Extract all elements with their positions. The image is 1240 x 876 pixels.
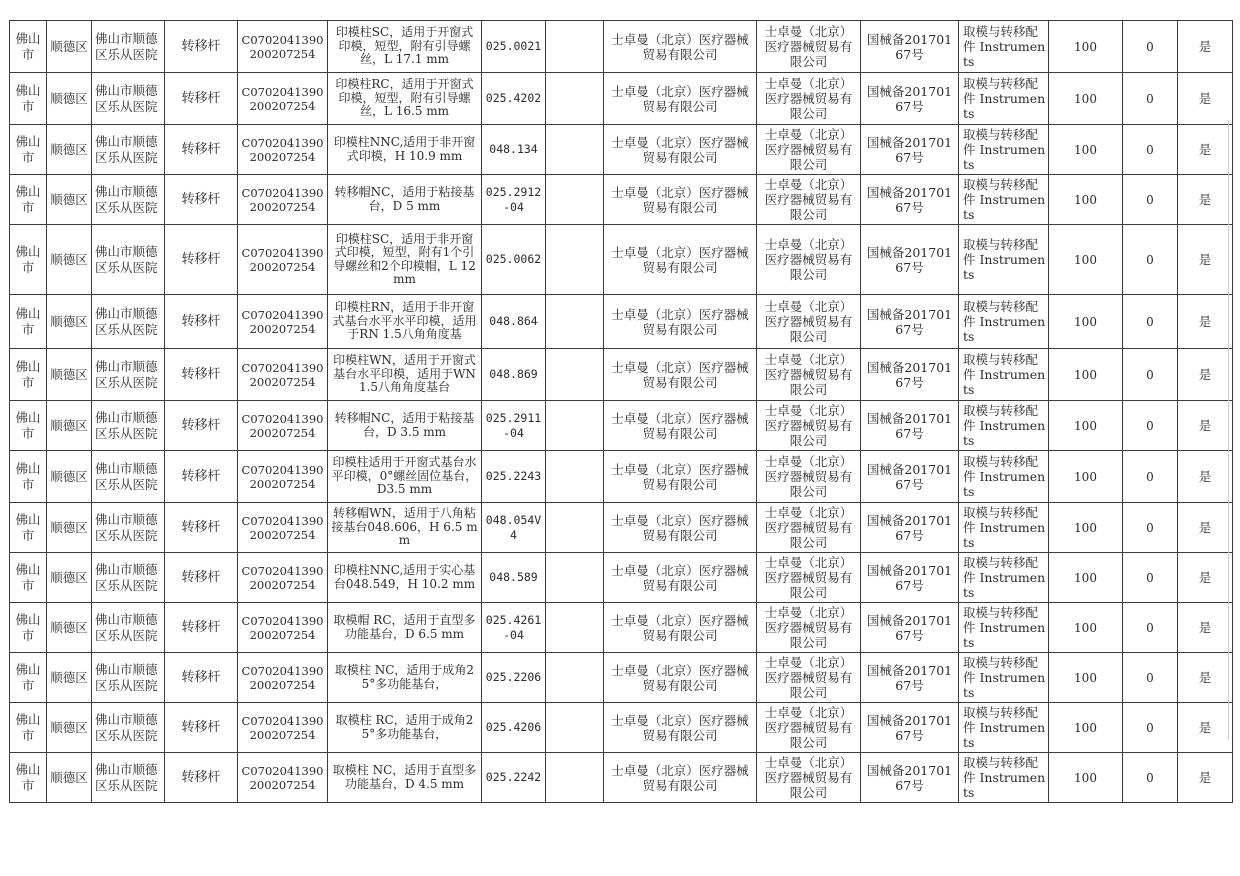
type-cell: 取模与转移配件 Instruments xyxy=(959,703,1049,753)
spec-cell xyxy=(546,703,604,753)
flag-cell: 是 xyxy=(1178,503,1233,553)
discount-cell: 0 xyxy=(1123,175,1178,225)
code-cell: C0702041390200207254 xyxy=(238,653,328,703)
spec-cell xyxy=(546,401,604,451)
code-cell: C0702041390200207254 xyxy=(238,753,328,803)
district-cell: 顺德区 xyxy=(47,503,92,553)
product-cell: 取模柱 RC，适用于成角25°多功能基台， xyxy=(328,703,482,753)
flag-cell: 是 xyxy=(1178,451,1233,503)
district-cell: 顺德区 xyxy=(47,125,92,175)
table-row xyxy=(10,503,1233,553)
code-cell: C0702041390200207254 xyxy=(238,603,328,653)
supplier-cell: 士卓曼（北京）医疗器械贸易有限公司 xyxy=(604,753,757,803)
code-cell: C0702041390200207254 xyxy=(238,175,328,225)
product-cell: 转移帽WN，适用于八角粘接基台048.606，H 6.5 mm xyxy=(328,503,482,553)
table-row xyxy=(10,73,1233,125)
category-cell: 转移杆 xyxy=(165,503,238,553)
flag-cell: 是 xyxy=(1178,73,1233,125)
product-cell: 印模柱RC，适用于开窗式印模，短型，附有引导螺丝，L 16.5 mm xyxy=(328,73,482,125)
code-cell: C0702041390200207254 xyxy=(238,503,328,553)
price-cell: 100 xyxy=(1049,503,1123,553)
price-cell: 100 xyxy=(1049,225,1123,295)
discount-cell: 0 xyxy=(1123,349,1178,401)
model-cell: 025.4202 xyxy=(482,73,546,125)
city-cell: 佛山市 xyxy=(10,503,47,553)
type-cell: 取模与转移配件 Instruments xyxy=(959,175,1049,225)
hospital-cell: 佛山市顺德区乐从医院 xyxy=(92,603,165,653)
category-cell: 转移杆 xyxy=(165,451,238,503)
registration-number-cell: 国械备20170167号 xyxy=(861,295,959,349)
price-cell: 100 xyxy=(1049,73,1123,125)
district-cell: 顺德区 xyxy=(47,401,92,451)
registration-number-cell: 国械备20170167号 xyxy=(861,349,959,401)
discount-cell: 0 xyxy=(1123,503,1178,553)
supplier-cell: 士卓曼（北京）医疗器械贸易有限公司 xyxy=(604,125,757,175)
code-cell: C0702041390200207254 xyxy=(238,553,328,603)
flag-cell: 是 xyxy=(1178,653,1233,703)
district-cell: 顺德区 xyxy=(47,73,92,125)
product-cell: 印模柱NNC,适用于实心基台048.549，H 10.2 mm xyxy=(328,553,482,603)
category-cell: 转移杆 xyxy=(165,73,238,125)
district-cell: 顺德区 xyxy=(47,21,92,73)
registration-number-cell: 国械备20170167号 xyxy=(861,753,959,803)
hospital-cell: 佛山市顺德区乐从医院 xyxy=(92,503,165,553)
registrant-cell: 士卓曼（北京）医疗器械贸易有限公司 xyxy=(757,73,861,125)
registration-number-cell: 国械备20170167号 xyxy=(861,175,959,225)
price-cell: 100 xyxy=(1049,125,1123,175)
district-cell: 顺德区 xyxy=(47,653,92,703)
product-cell: 取模帽 RC，适用于直型多功能基台，D 6.5 mm xyxy=(328,603,482,653)
flag-cell: 是 xyxy=(1178,349,1233,401)
supplier-cell: 士卓曼（北京）医疗器械贸易有限公司 xyxy=(604,175,757,225)
code-cell: C0702041390200207254 xyxy=(238,225,328,295)
hospital-cell: 佛山市顺德区乐从医院 xyxy=(92,653,165,703)
table-row xyxy=(10,703,1233,753)
product-cell: 印模柱NNC,适用于非开窗式印模，H 10.9 mm xyxy=(328,125,482,175)
city-cell: 佛山市 xyxy=(10,401,47,451)
registrant-cell: 士卓曼（北京）医疗器械贸易有限公司 xyxy=(757,653,861,703)
hospital-cell: 佛山市顺德区乐从医院 xyxy=(92,401,165,451)
price-cell: 100 xyxy=(1049,295,1123,349)
scan-edge-line xyxy=(1228,120,1229,740)
model-cell: 025.0021 xyxy=(482,21,546,73)
model-cell: 025.2911-04 xyxy=(482,401,546,451)
city-cell: 佛山市 xyxy=(10,175,47,225)
type-cell: 取模与转移配件 Instruments xyxy=(959,21,1049,73)
registration-number-cell: 国械备20170167号 xyxy=(861,21,959,73)
category-cell: 转移杆 xyxy=(165,401,238,451)
model-cell: 025.2912-04 xyxy=(482,175,546,225)
spec-cell xyxy=(546,295,604,349)
supplier-cell: 士卓曼（北京）医疗器械贸易有限公司 xyxy=(604,553,757,603)
table-body xyxy=(10,21,1233,803)
code-cell: C0702041390200207254 xyxy=(238,401,328,451)
price-cell: 100 xyxy=(1049,753,1123,803)
category-cell: 转移杆 xyxy=(165,603,238,653)
spec-cell xyxy=(546,349,604,401)
hospital-cell: 佛山市顺德区乐从医院 xyxy=(92,125,165,175)
table-row xyxy=(10,753,1233,803)
table-row xyxy=(10,225,1233,295)
discount-cell: 0 xyxy=(1123,125,1178,175)
hospital-cell: 佛山市顺德区乐从医院 xyxy=(92,21,165,73)
procurement-table xyxy=(9,20,1233,803)
city-cell: 佛山市 xyxy=(10,451,47,503)
registrant-cell: 士卓曼（北京）医疗器械贸易有限公司 xyxy=(757,703,861,753)
type-cell: 取模与转移配件 Instruments xyxy=(959,451,1049,503)
registration-number-cell: 国械备20170167号 xyxy=(861,553,959,603)
model-cell: 025.0062 xyxy=(482,225,546,295)
product-cell: 印模柱RN，适用于非开窗式基台水平水平印模，适用于RN 1.5八角角度基 xyxy=(328,295,482,349)
spec-cell xyxy=(546,175,604,225)
spec-cell xyxy=(546,553,604,603)
district-cell: 顺德区 xyxy=(47,295,92,349)
city-cell: 佛山市 xyxy=(10,553,47,603)
spec-cell xyxy=(546,125,604,175)
discount-cell: 0 xyxy=(1123,451,1178,503)
discount-cell: 0 xyxy=(1123,553,1178,603)
registrant-cell: 士卓曼（北京）医疗器械贸易有限公司 xyxy=(757,553,861,603)
model-cell: 025.2243 xyxy=(482,451,546,503)
type-cell: 取模与转移配件 Instruments xyxy=(959,225,1049,295)
flag-cell: 是 xyxy=(1178,603,1233,653)
model-cell: 025.4261-04 xyxy=(482,603,546,653)
category-cell: 转移杆 xyxy=(165,225,238,295)
flag-cell: 是 xyxy=(1178,21,1233,73)
registrant-cell: 士卓曼（北京）医疗器械贸易有限公司 xyxy=(757,451,861,503)
supplier-cell: 士卓曼（北京）医疗器械贸易有限公司 xyxy=(604,603,757,653)
table-row xyxy=(10,295,1233,349)
category-cell: 转移杆 xyxy=(165,703,238,753)
product-cell: 印模柱WN，适用于开窗式基台水平印模，适用于WN 1.5八角角度基台 xyxy=(328,349,482,401)
model-cell: 025.4206 xyxy=(482,703,546,753)
model-cell: 048.589 xyxy=(482,553,546,603)
registrant-cell: 士卓曼（北京）医疗器械贸易有限公司 xyxy=(757,175,861,225)
model-cell: 048.134 xyxy=(482,125,546,175)
type-cell: 取模与转移配件 Instruments xyxy=(959,553,1049,603)
registration-number-cell: 国械备20170167号 xyxy=(861,401,959,451)
registration-number-cell: 国械备20170167号 xyxy=(861,125,959,175)
model-cell: 025.2206 xyxy=(482,653,546,703)
discount-cell: 0 xyxy=(1123,295,1178,349)
flag-cell: 是 xyxy=(1178,295,1233,349)
product-cell: 印模柱SC，适用于开窗式印模，短型，附有引导螺丝，L 17.1 mm xyxy=(328,21,482,73)
city-cell: 佛山市 xyxy=(10,73,47,125)
registrant-cell: 士卓曼（北京）医疗器械贸易有限公司 xyxy=(757,21,861,73)
spec-cell xyxy=(546,21,604,73)
discount-cell: 0 xyxy=(1123,653,1178,703)
registration-number-cell: 国械备20170167号 xyxy=(861,451,959,503)
product-cell: 取模柱 NC，适用于直型多功能基台，D 4.5 mm xyxy=(328,753,482,803)
type-cell: 取模与转移配件 Instruments xyxy=(959,753,1049,803)
registrant-cell: 士卓曼（北京）医疗器械贸易有限公司 xyxy=(757,753,861,803)
supplier-cell: 士卓曼（北京）医疗器械贸易有限公司 xyxy=(604,21,757,73)
model-cell: 048.054V4 xyxy=(482,503,546,553)
type-cell: 取模与转移配件 Instruments xyxy=(959,603,1049,653)
supplier-cell: 士卓曼（北京）医疗器械贸易有限公司 xyxy=(604,225,757,295)
hospital-cell: 佛山市顺德区乐从医院 xyxy=(92,295,165,349)
city-cell: 佛山市 xyxy=(10,603,47,653)
discount-cell: 0 xyxy=(1123,401,1178,451)
spec-cell xyxy=(546,653,604,703)
model-cell: 048.864 xyxy=(482,295,546,349)
district-cell: 顺德区 xyxy=(47,349,92,401)
code-cell: C0702041390200207254 xyxy=(238,73,328,125)
flag-cell: 是 xyxy=(1178,401,1233,451)
table-row xyxy=(10,21,1233,73)
price-cell: 100 xyxy=(1049,703,1123,753)
flag-cell: 是 xyxy=(1178,703,1233,753)
price-cell: 100 xyxy=(1049,21,1123,73)
registrant-cell: 士卓曼（北京）医疗器械贸易有限公司 xyxy=(757,225,861,295)
product-cell: 印模柱SC，适用于非开窗式印模，短型，附有1个引导螺丝和2个印模帽，L 12mm xyxy=(328,225,482,295)
city-cell: 佛山市 xyxy=(10,295,47,349)
code-cell: C0702041390200207254 xyxy=(238,703,328,753)
hospital-cell: 佛山市顺德区乐从医院 xyxy=(92,451,165,503)
hospital-cell: 佛山市顺德区乐从医院 xyxy=(92,753,165,803)
type-cell: 取模与转移配件 Instruments xyxy=(959,503,1049,553)
district-cell: 顺德区 xyxy=(47,225,92,295)
registration-number-cell: 国械备20170167号 xyxy=(861,73,959,125)
hospital-cell: 佛山市顺德区乐从医院 xyxy=(92,73,165,125)
registration-number-cell: 国械备20170167号 xyxy=(861,703,959,753)
spec-cell xyxy=(546,225,604,295)
supplier-cell: 士卓曼（北京）医疗器械贸易有限公司 xyxy=(604,295,757,349)
product-cell: 印模柱适用于开窗式基台水平印模，0°螺丝固位基台，D3.5 mm xyxy=(328,451,482,503)
district-cell: 顺德区 xyxy=(47,703,92,753)
type-cell: 取模与转移配件 Instruments xyxy=(959,73,1049,125)
flag-cell: 是 xyxy=(1178,225,1233,295)
code-cell: C0702041390200207254 xyxy=(238,21,328,73)
registration-number-cell: 国械备20170167号 xyxy=(861,503,959,553)
city-cell: 佛山市 xyxy=(10,349,47,401)
registration-number-cell: 国械备20170167号 xyxy=(861,603,959,653)
table-row xyxy=(10,125,1233,175)
hospital-cell: 佛山市顺德区乐从医院 xyxy=(92,225,165,295)
category-cell: 转移杆 xyxy=(165,349,238,401)
discount-cell: 0 xyxy=(1123,21,1178,73)
type-cell: 取模与转移配件 Instruments xyxy=(959,401,1049,451)
model-cell: 048.869 xyxy=(482,349,546,401)
table-row xyxy=(10,653,1233,703)
discount-cell: 0 xyxy=(1123,73,1178,125)
spec-cell xyxy=(546,603,604,653)
discount-cell: 0 xyxy=(1123,753,1178,803)
type-cell: 取模与转移配件 Instruments xyxy=(959,125,1049,175)
table-row xyxy=(10,451,1233,503)
price-cell: 100 xyxy=(1049,451,1123,503)
category-cell: 转移杆 xyxy=(165,21,238,73)
product-cell: 转移帽NC，适用于粘接基台，D 3.5 mm xyxy=(328,401,482,451)
flag-cell: 是 xyxy=(1178,175,1233,225)
table-row xyxy=(10,175,1233,225)
registration-number-cell: 国械备20170167号 xyxy=(861,225,959,295)
table-row xyxy=(10,553,1233,603)
code-cell: C0702041390200207254 xyxy=(238,295,328,349)
flag-cell: 是 xyxy=(1178,553,1233,603)
type-cell: 取模与转移配件 Instruments xyxy=(959,349,1049,401)
model-cell: 025.2242 xyxy=(482,753,546,803)
spec-cell xyxy=(546,753,604,803)
code-cell: C0702041390200207254 xyxy=(238,125,328,175)
district-cell: 顺德区 xyxy=(47,553,92,603)
spec-cell xyxy=(546,451,604,503)
city-cell: 佛山市 xyxy=(10,753,47,803)
registrant-cell: 士卓曼（北京）医疗器械贸易有限公司 xyxy=(757,349,861,401)
flag-cell: 是 xyxy=(1178,753,1233,803)
type-cell: 取模与转移配件 Instruments xyxy=(959,295,1049,349)
registration-number-cell: 国械备20170167号 xyxy=(861,653,959,703)
registrant-cell: 士卓曼（北京）医疗器械贸易有限公司 xyxy=(757,125,861,175)
supplier-cell: 士卓曼（北京）医疗器械贸易有限公司 xyxy=(604,703,757,753)
district-cell: 顺德区 xyxy=(47,603,92,653)
city-cell: 佛山市 xyxy=(10,125,47,175)
price-cell: 100 xyxy=(1049,175,1123,225)
spec-cell xyxy=(546,73,604,125)
code-cell: C0702041390200207254 xyxy=(238,451,328,503)
price-cell: 100 xyxy=(1049,349,1123,401)
discount-cell: 0 xyxy=(1123,225,1178,295)
category-cell: 转移杆 xyxy=(165,653,238,703)
registrant-cell: 士卓曼（北京）医疗器械贸易有限公司 xyxy=(757,503,861,553)
category-cell: 转移杆 xyxy=(165,175,238,225)
category-cell: 转移杆 xyxy=(165,295,238,349)
district-cell: 顺德区 xyxy=(47,175,92,225)
discount-cell: 0 xyxy=(1123,703,1178,753)
discount-cell: 0 xyxy=(1123,603,1178,653)
hospital-cell: 佛山市顺德区乐从医院 xyxy=(92,349,165,401)
category-cell: 转移杆 xyxy=(165,753,238,803)
registrant-cell: 士卓曼（北京）医疗器械贸易有限公司 xyxy=(757,603,861,653)
supplier-cell: 士卓曼（北京）医疗器械贸易有限公司 xyxy=(604,73,757,125)
supplier-cell: 士卓曼（北京）医疗器械贸易有限公司 xyxy=(604,401,757,451)
hospital-cell: 佛山市顺德区乐从医院 xyxy=(92,703,165,753)
category-cell: 转移杆 xyxy=(165,553,238,603)
city-cell: 佛山市 xyxy=(10,21,47,73)
product-cell: 取模柱 NC，适用于成角25°多功能基台， xyxy=(328,653,482,703)
city-cell: 佛山市 xyxy=(10,703,47,753)
spec-cell xyxy=(546,503,604,553)
registrant-cell: 士卓曼（北京）医疗器械贸易有限公司 xyxy=(757,295,861,349)
table-row xyxy=(10,401,1233,451)
code-cell: C0702041390200207254 xyxy=(238,349,328,401)
registrant-cell: 士卓曼（北京）医疗器械贸易有限公司 xyxy=(757,401,861,451)
supplier-cell: 士卓曼（北京）医疗器械贸易有限公司 xyxy=(604,503,757,553)
price-cell: 100 xyxy=(1049,553,1123,603)
price-cell: 100 xyxy=(1049,653,1123,703)
table-row xyxy=(10,349,1233,401)
supplier-cell: 士卓曼（北京）医疗器械贸易有限公司 xyxy=(604,653,757,703)
city-cell: 佛山市 xyxy=(10,653,47,703)
table-row xyxy=(10,603,1233,653)
hospital-cell: 佛山市顺德区乐从医院 xyxy=(92,175,165,225)
supplier-cell: 士卓曼（北京）医疗器械贸易有限公司 xyxy=(604,349,757,401)
price-cell: 100 xyxy=(1049,603,1123,653)
flag-cell: 是 xyxy=(1178,125,1233,175)
hospital-cell: 佛山市顺德区乐从医院 xyxy=(92,553,165,603)
city-cell: 佛山市 xyxy=(10,225,47,295)
supplier-cell: 士卓曼（北京）医疗器械贸易有限公司 xyxy=(604,451,757,503)
price-cell: 100 xyxy=(1049,401,1123,451)
category-cell: 转移杆 xyxy=(165,125,238,175)
district-cell: 顺德区 xyxy=(47,451,92,503)
district-cell: 顺德区 xyxy=(47,753,92,803)
product-cell: 转移帽NC，适用于粘接基台，D 5 mm xyxy=(328,175,482,225)
type-cell: 取模与转移配件 Instruments xyxy=(959,653,1049,703)
